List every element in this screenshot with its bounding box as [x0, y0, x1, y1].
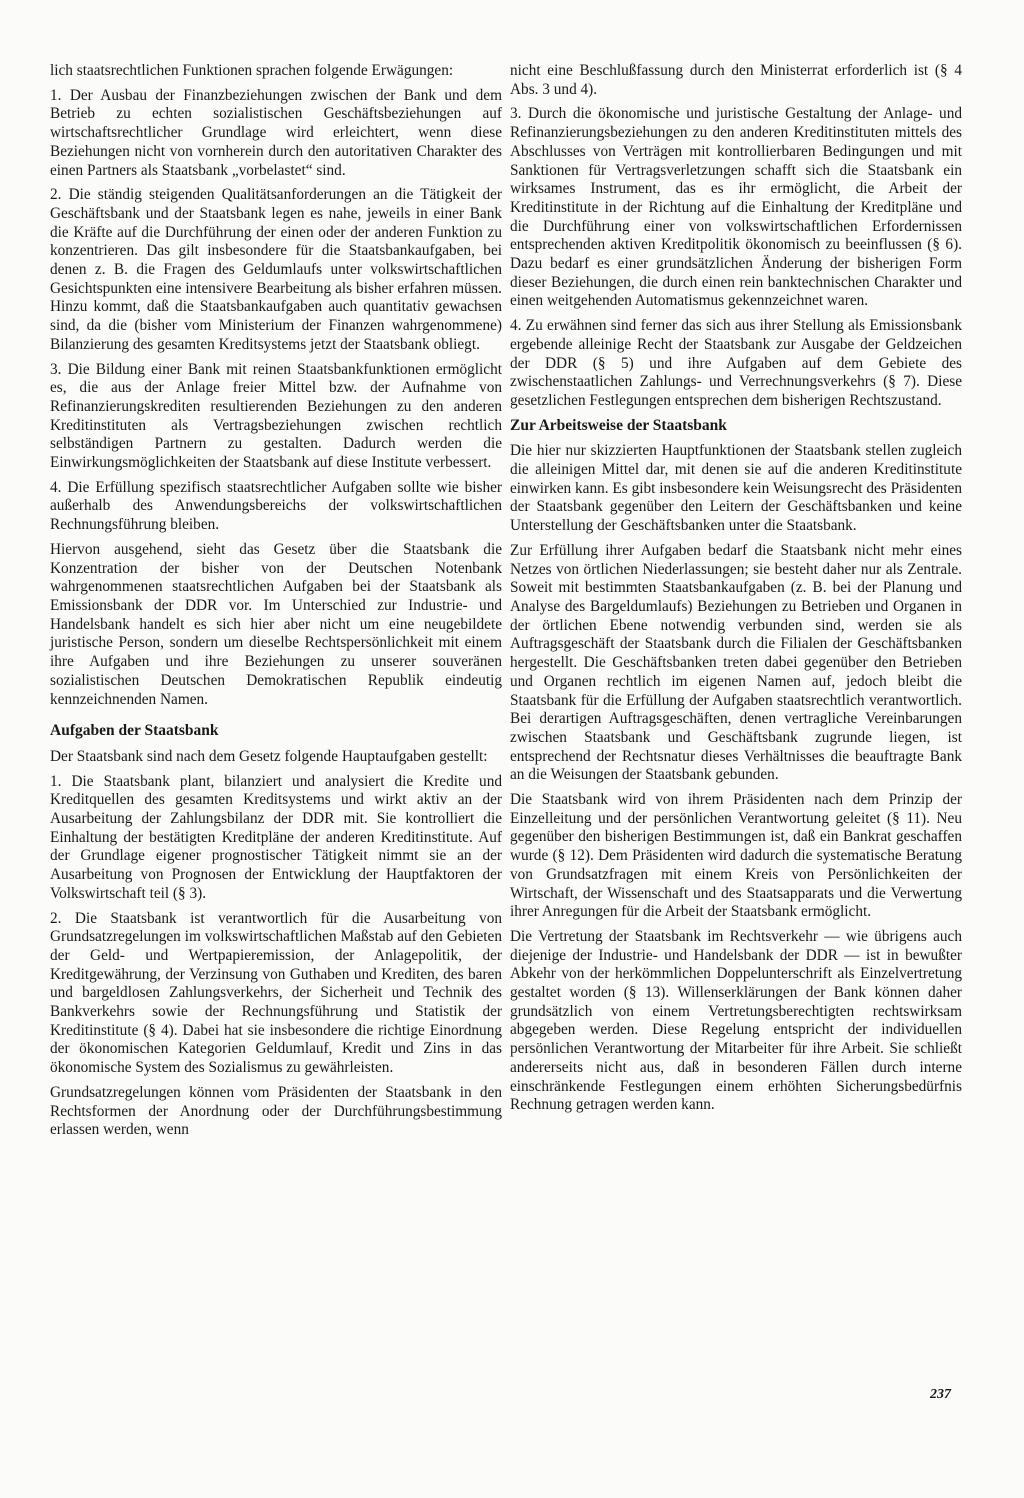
- page-number: 237: [930, 1387, 951, 1402]
- paragraph: 4. Die Erfüllung spezifisch staatsrechtlicher Aufgaben sollte wie bisher außerhalb des Anwendungsbereichs der volkswirtschaftlichen Rechnungsführung bleiben.: [50, 478, 502, 534]
- paragraph: 3. Die Bildung einer Bank mit reinen Staatsbankfunktionen ermöglicht es, die aus der Anlage freier Mittel bzw. der Aufnahme von Refinanzierungskrediten resultierenden Beziehungen zu den anderen Kreditinstituten als Vertragsbeziehungen zwischen rechtlich selbständigen Partnern zu gestalten. Dadurch werden die Einwirkungsmöglichkeiten der Staatsbank auf diese Institute verbessert.: [50, 360, 502, 472]
- paragraph: 1. Der Ausbau der Finanzbeziehungen zwischen der Bank und dem Betrieb zu echten sozialistischen Geschäftsbeziehungen auf wirtschaftsrechtlicher Grundlage wird erleichtert, wenn diese Beziehungen nicht von vornherein durch den autoritativen Charakter des einen Partners als Staatsbank „vorbelastet“ sind.: [50, 86, 502, 179]
- paragraph: nicht eine Beschlußfassung durch den Ministerrat erforderlich ist (§ 4 Abs. 3 und 4).: [510, 62, 962, 98]
- right-column: [510, 62, 962, 1121]
- paragraph: 1. Die Staatsbank plant, bilanziert und analysiert die Kredite und Kreditquellen des gesamten Kreditsystems und wirkt aktiv an der Ausarbeitung der Zahlungsbilanz der DDR mit. Sie kontrolliert die Einhaltung der bestätigten Kreditpläne der anderen Kreditinstitute. Auf der Grundlage eigener prognostischer Tätigkeit nimmt sie an der Ausarbeitung von Prognosen der Entwicklung der Hauptfaktoren der Volkswirtschaft teil (§ 3).: [50, 772, 502, 902]
- left-column: [50, 62, 502, 1146]
- paragraph: Grundsatzregelungen können vom Präsidenten der Staatsbank in den Rechtsformen der Anordnung oder der Durchführungsbestimmung erlassen werden, wenn: [50, 1083, 502, 1139]
- paragraph: 3. Durch die ökonomische und juristische Gestaltung der Anlage- und Refinanzierungsbeziehungen zu den anderen Kreditinstituten mittels des Abschlusses von Verträgen mit kontrollierbaren Bedingungen und mit Sanktionen für Vertragsverletzungen schafft sich die Staatsbank ein wirksames Instrument, das es ihr ermöglicht, die Arbeit der Kreditinstitute in der Richtung auf die Einhaltung der Kreditpläne und die Durchführung einer von volkswirtschaftlichen Erfordernissen entsprechenden aktiven Kreditpolitik ökonomisch zu beeinflussen (§ 6). Dazu bedarf es einer grundsätzlichen Änderung der bisherigen Form dieser Beziehungen, die durch einen rein banktechnischen Charakter und einen weitgehenden Automatismus gekennzeichnet waren.: [510, 105, 962, 310]
- paragraph: Die Staatsbank wird von ihrem Präsidenten nach dem Prinzip der Einzelleitung und der persönlichen Verantwortung geleitet (§ 11). Neu gegenüber den bisherigen Bestimmungen ist, daß ein Bankrat geschaffen wurde (§ 12). Dem Präsidenten wird dadurch die systematische Beratung von Grundsatzfragen mit einem Kreis von Persönlichkeiten der Wirtschaft, der Wissenschaft und des Staatsapparats und die Verwertung ihrer Anregungen für die Arbeit der Staatsbank ermöglicht.: [510, 791, 962, 921]
- paragraph: 2. Die ständig steigenden Qualitätsanforderungen an die Tätigkeit der Geschäftsbank und der Staatsbank legen es nahe, jeweils in einer Bank die Kräfte auf die Durchführung der einen oder der anderen Funktion zu konzentrieren. Das gilt insbesondere für die Staatsbankaufgaben, bei denen z. B. die Fragen des Geldumlaufs unter volkswirtschaftlichen Gesichtspunkten eine intensivere Bearbeitung als bisher erfahren müssen. Hinzu kommt, daß die Staatsbankaufgaben auch quantitativ gewachsen sind, da die (bisher vom Ministerium der Finanzen wahrgenommene) Bilanzierung des gesamten Kreditsystems jetzt der Staatsbank obliegt.: [50, 186, 502, 353]
- paragraph: Die hier nur skizzierten Hauptfunktionen der Staatsbank stellen zugleich die alleinigen Mittel dar, mit denen sie auf die anderen Kreditinstitute einwirken kann. Es gibt insbesondere kein Weisungsrecht des Präsidenten der Staatsbank gegenüber den Leitern der Geschäftsbanken und keine Unterstellung der Geschäftsbanken unter die Staatsbank.: [510, 442, 962, 535]
- paragraph: Hiervon ausgehend, sieht das Gesetz über die Staatsbank die Konzentration der bisher von der Deutschen Notenbank wahrgenommenen staatsrechtlichen Aufgaben bei der Staatsbank als Emissionsbank der DDR vor. Im Unterschied zur Industrie- und Handelsbank handelt es sich hier aber nicht um eine neugebildete juristische Person, sondern um dieselbe Rechtspersönlichkeit mit einem ihre Aufgaben und ihre Beziehungen zu unserer souveränen sozialistischen Deutschen Demokratischen Republik eindeutig kennzeichnenden Namen.: [50, 540, 502, 708]
- paragraph: 2. Die Staatsbank ist verantwortlich für die Ausarbeitung von Grundsatzregelungen im volkswirtschaftlichen Maßstab auf den Gebieten der Geld- und Wertpapieremission, der Anlagepolitik, der Kreditgewährung, der Verzinsung von Guthaben und Krediten, des baren und bargeldlosen Zahlungsverkehrs, der Sicherheit und Technik des Bankverkehrs sowie der Rechnungsführung und Statistik der Kreditinstitute (§ 4). Dabei hat sie insbesondere die richtige Einordnung der ökonomischen Kategorien Geldumlauf, Kredit und Zins in das ökonomische System des Sozialismus zu gewährleisten.: [50, 909, 502, 1077]
- section-heading: Aufgaben der Staatsbank: [50, 722, 219, 740]
- paragraph: Zur Erfüllung ihrer Aufgaben bedarf die Staatsbank nicht mehr eines Netzes von örtlichen Niederlassungen; sie besteht daher nur als Zentrale. Soweit mit bestimmten Staatsbankaufgaben (z. B. bei der Planung und Analyse des Bargeldumlaufs) Beziehungen zu Betrieben und Organen in der örtlichen Ebene notwendig verbunden sind, werden sie als Auftragsgeschäft der Staatsbank durch die Filialen der Geschäftsbanken hergestellt. Die Geschäftsbanken treten dabei gegenüber den Betrieben und Organen rechtlich im eigenen Namen auf, jedoch bleibt die Staatsbank für die Erfüllung der Aufgaben staatsrechtlich verantwortlich. Bei derartigen Auftragsgeschäften, denen vertragliche Vereinbarungen zwischen Staatsbank und Geschäftsbank zugrunde liegen, ist entsprechend der Rechtsnatur dieses Verhältnisses die beauftragte Bank an die Weisungen der Staatsbank gebunden.: [510, 541, 962, 784]
- paragraph: Die Vertretung der Staatsbank im Rechtsverkehr — wie übrigens auch diejenige der Industrie- und Handelsbank der DDR — ist in bewußter Abkehr von der herkömmlichen Doppelunterschrift als Einzelvertretung gestaltet worden (§ 13). Willenserklärungen der Bank können daher grundsätzlich von einem Vertretungsberechtigten rechtswirksam abgegeben werden. Diese Regelung entspricht der individuellen persönlichen Verantwortung der Mitarbeiter für ihre Arbeit. Sie schließt andererseits nicht aus, daß in besonderen Fällen durch interne einschränkende Festlegungen einem erhöhten Sicherungsbedürfnis Rechnung getragen werden kann.: [510, 927, 962, 1114]
- paragraph: Der Staatsbank sind nach dem Gesetz folgende Hauptaufgaben gestellt:: [50, 747, 488, 765]
- paragraph: lich staatsrechtlichen Funktionen sprachen folgende Erwägungen:: [50, 62, 454, 79]
- paragraph: 4. Zu erwähnen sind ferner das sich aus ihrer Stellung als Emissionsbank ergebende alleinige Recht der Staatsbank zur Ausgabe der Geldzeichen der DDR (§ 5) und ihre Aufgaben auf dem Gebiete des zwischenstaatlichen Zahlungs- und Verrechnungsverkehrs (§ 7). Diese gesetzlichen Festlegungen entsprechen dem bisherigen Rechtszustand.: [510, 317, 962, 409]
- section-heading: Zur Arbeitsweise der Staatsbank: [510, 416, 727, 434]
